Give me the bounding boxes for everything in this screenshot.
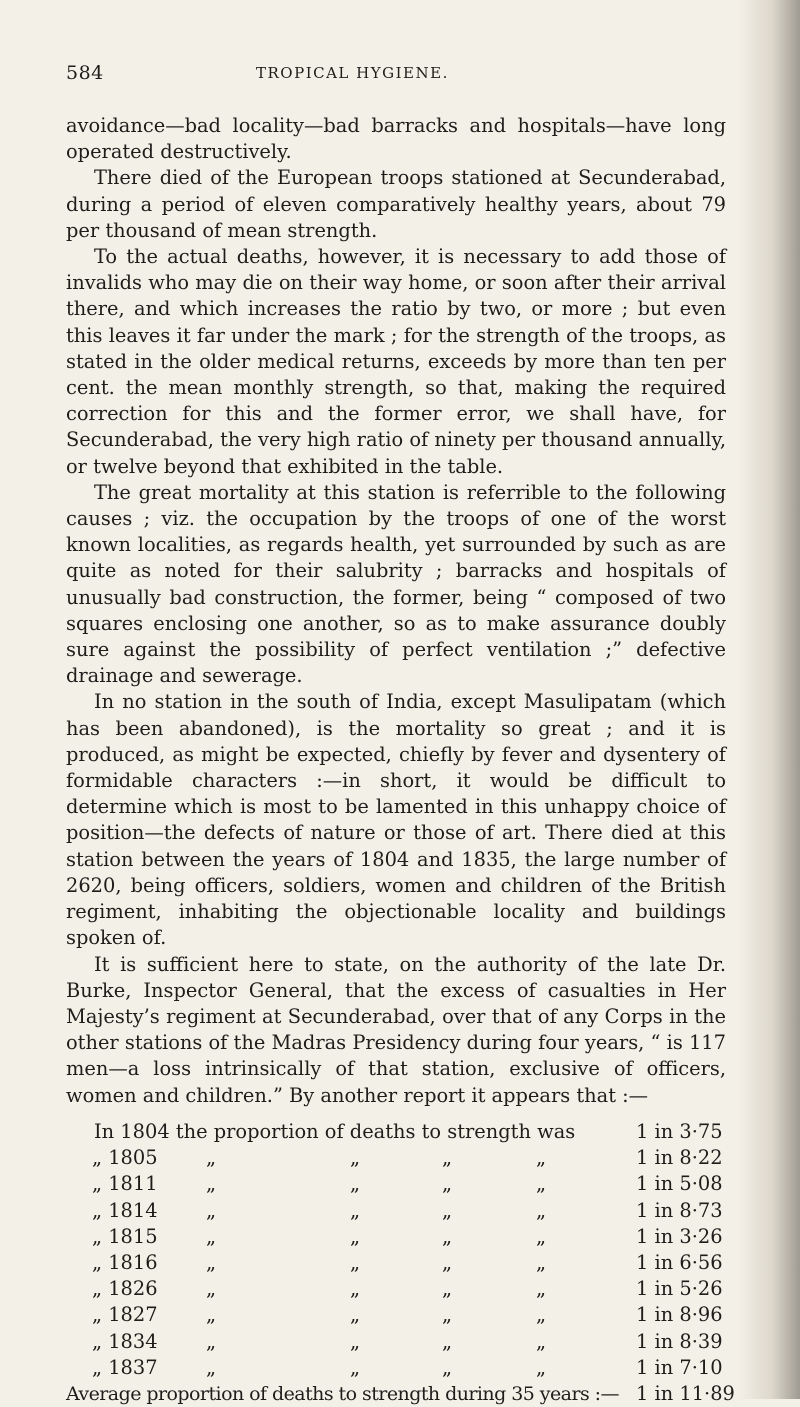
- ditto-mark: „: [442, 1277, 453, 1301]
- ditto-mark: „: [536, 1146, 547, 1170]
- ditto-mark: „: [350, 1355, 361, 1379]
- ratio-cell: 1 in 8·96: [636, 1303, 723, 1327]
- ratio-cell: 1 in 3·75: [636, 1120, 723, 1143]
- year-cell: „ 1834: [92, 1329, 158, 1353]
- ditto-mark: „: [350, 1250, 361, 1274]
- body-text: [66, 113, 726, 1109]
- table-row: [66, 1198, 726, 1224]
- paragraph: It is sufficient here to state, on the authority of the late Dr. Burke, Inspector General, that the excess of casualties in Her Majesty’s regiment at Secunderabad, over that of any Corps in the other stations of the Madras Presidency during four years, “ is 117 men—a loss intrinsically of that station, exclusive of officers, women and children.” By another report it appears that :—: [66, 952, 726, 1107]
- year-cell: „ 1816: [92, 1250, 158, 1274]
- paragraph: avoidance—bad locality—bad barracks and hospitals—have long operated destructively.: [66, 114, 726, 164]
- paragraph: To the actual deaths, however, it is necessary to add those of invalids who may die on their way home, or soon after their arrival there, and which increases the ratio by two, or more ; but even this leaves it far under the mark ; for the strength of the troops, as stated in the older medical returns, exceeds by more than ten per cent. the mean monthly strength, so that, making the required correction for this and the former error, we shall have, for Secunderabad, the very high ratio of ninety per thousand annually, or twelve beyond that exhibited in the table.: [66, 245, 726, 478]
- ditto-mark: „: [536, 1172, 547, 1196]
- year-cell: „ 1837: [92, 1355, 158, 1379]
- ditto-mark: „: [206, 1329, 217, 1353]
- year-cell: „ 1811: [92, 1172, 158, 1196]
- table-row: [66, 1224, 726, 1250]
- page-edge-shadow: [738, 0, 800, 1399]
- ditto-mark: „: [350, 1198, 361, 1222]
- table-row: [66, 1171, 726, 1197]
- first-row-text: In 1804 the proportion of deaths to strength was: [94, 1120, 576, 1143]
- ditto-mark: „: [206, 1250, 217, 1274]
- page-header: [66, 62, 726, 92]
- table-row: [66, 1355, 726, 1381]
- ditto-mark: „: [442, 1172, 453, 1196]
- ditto-mark: „: [350, 1277, 361, 1301]
- ditto-mark: „: [442, 1250, 453, 1274]
- ditto-mark: „: [206, 1303, 217, 1327]
- ditto-mark: „: [442, 1198, 453, 1222]
- page-number: 584: [66, 62, 104, 84]
- year-cell: „ 1814: [92, 1198, 158, 1222]
- ditto-mark: „: [206, 1224, 217, 1248]
- table-row: [66, 1145, 726, 1171]
- ditto-mark: „: [442, 1329, 453, 1353]
- ditto-mark: „: [206, 1198, 217, 1222]
- ditto-mark: „: [350, 1172, 361, 1196]
- paragraph: The great mortality at this station is referrible to the following causes ; viz. the occupation by the troops of one of the worst known localities, as regards health, yet surrounded by such as are quite as noted for their salubrity ; barracks and hospitals of unusually bad construction, the former, being “ composed of two squares enclosing one another, so as to make assurance doubly sure against the possibility of perfect ventilation ;” defective drainage and sewerage.: [66, 480, 726, 688]
- year-cell: „ 1827: [92, 1303, 158, 1327]
- ratio-cell: 1 in 8·22: [636, 1146, 723, 1170]
- ratio-cell: 1 in 8·73: [636, 1198, 723, 1222]
- ditto-mark: „: [206, 1172, 217, 1196]
- table-average-row: [66, 1381, 735, 1407]
- ditto-mark: „: [536, 1329, 547, 1353]
- table-row: [66, 1250, 726, 1276]
- paragraph: In no station in the south of India, except Masulipatam (which has been abandoned), is the mortality so great ; and it is produced, as might be expected, chiefly by fever and dysentery of formidable characters :—in short, it would be difficult to determine which is most to be lamented in this unhappy choice of position—the defects of nature or those of art. There died at this station between the years of 1804 and 1835, the large number of 2620, being officers, soldiers, women and children of the British regiment, inhabiting the objectionable locality and buildings spoken of.: [66, 690, 726, 950]
- ratio-cell: 1 in 7·10: [636, 1355, 723, 1379]
- ditto-mark: „: [536, 1303, 547, 1327]
- ditto-mark: „: [442, 1146, 453, 1170]
- ditto-mark: „: [350, 1224, 361, 1248]
- ratio-cell: 1 in 5·08: [636, 1172, 723, 1196]
- ditto-mark: „: [536, 1224, 547, 1248]
- ditto-mark: „: [206, 1146, 217, 1170]
- table-row: [66, 1302, 726, 1328]
- paragraph: There died of the European troops stationed at Secunderabad, during a period of eleven comparatively healthy years, about 79 per thousand of mean strength.: [66, 166, 726, 242]
- ditto-mark: „: [536, 1277, 547, 1301]
- ditto-mark: „: [206, 1355, 217, 1379]
- ratio-cell: 1 in 3·26: [636, 1224, 723, 1248]
- table-row: [66, 1119, 726, 1145]
- ditto-mark: „: [206, 1277, 217, 1301]
- ditto-mark: „: [350, 1329, 361, 1353]
- ratio-cell: 1 in 6·56: [636, 1250, 723, 1274]
- ditto-mark: „: [536, 1250, 547, 1274]
- average-value: 1 in 11·89: [636, 1381, 735, 1405]
- table-row: [66, 1276, 726, 1302]
- ditto-mark: „: [442, 1224, 453, 1248]
- year-cell: „ 1805: [92, 1146, 158, 1170]
- running-title: TROPICAL HYGIENE.: [256, 64, 449, 82]
- ratio-cell: 1 in 5·26: [636, 1277, 723, 1301]
- mortality-table: [66, 1119, 735, 1407]
- ditto-mark: „: [536, 1198, 547, 1222]
- table-row: [66, 1329, 726, 1355]
- year-cell: „ 1826: [92, 1277, 158, 1301]
- ditto-mark: „: [442, 1355, 453, 1379]
- ditto-mark: „: [536, 1355, 547, 1379]
- year-cell: „ 1815: [92, 1224, 158, 1248]
- ditto-mark: „: [350, 1146, 361, 1170]
- ditto-mark: „: [442, 1303, 453, 1327]
- ditto-mark: „: [350, 1303, 361, 1327]
- ratio-cell: 1 in 8·39: [636, 1329, 723, 1353]
- average-label: Average proportion of deaths to strength during 35 years :—: [66, 1382, 619, 1405]
